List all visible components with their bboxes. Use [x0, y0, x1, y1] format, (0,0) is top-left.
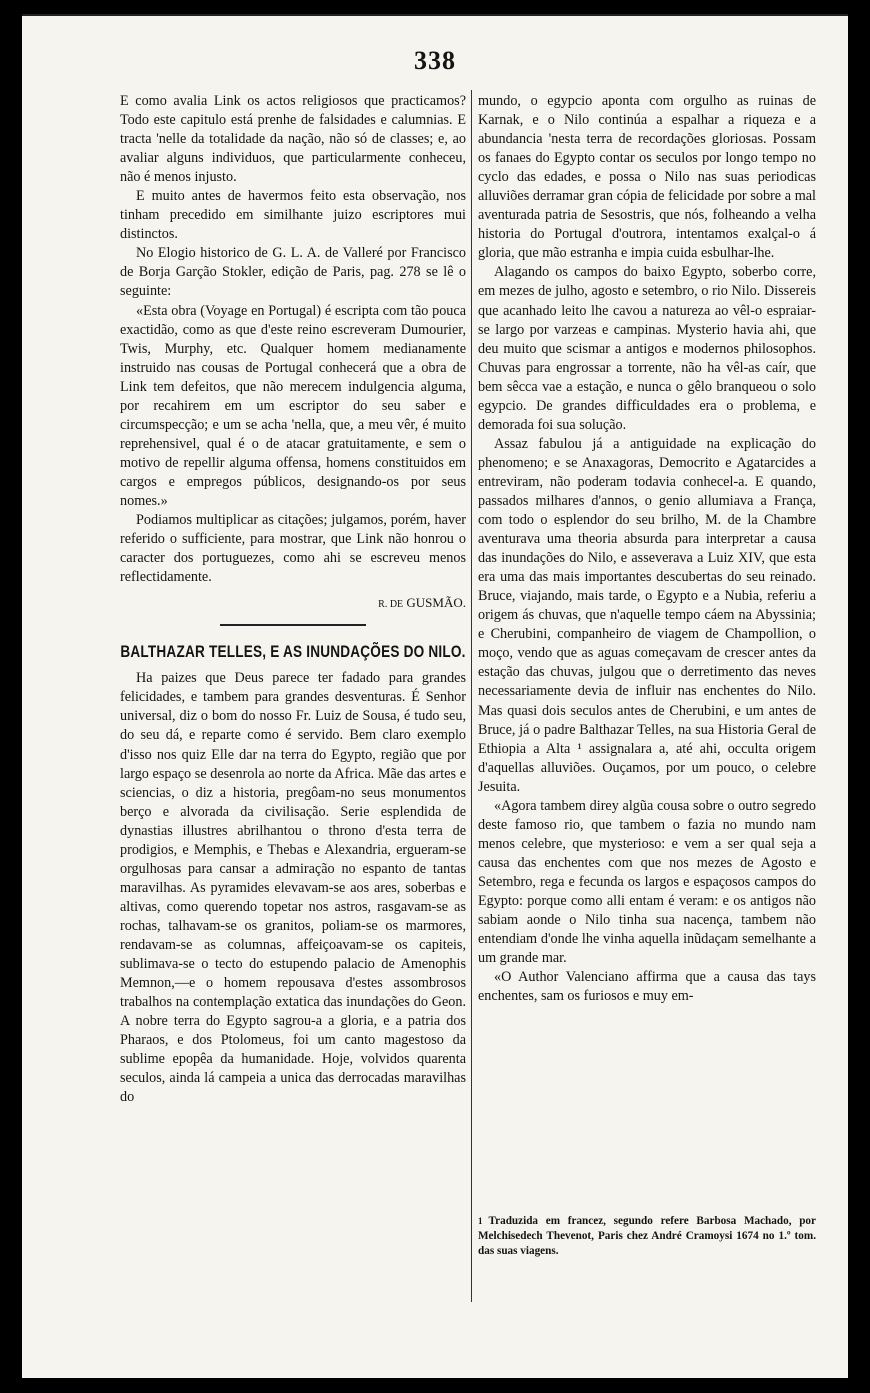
- footnote: [478, 1214, 816, 1259]
- signature: [120, 593, 466, 614]
- paragraph: Assaz fabulou já a antiguidade na explicação do phenomeno; e se Anaxagoras, Democrito e Agatarcides a entreviram, não poderam todavia conhecel-a. E quando, passados milhares d'annos, o genio allumiava a França, com todo o esplendor do seu brilho, M. de la Chambre aventurava uma theoria absurda para interpretar a causa das inundações do Nilo, e asseverava a Luiz XIV, que esta era uma das mais importantes descubertas do seu reinado. Bruce, viajando, mais tarde, o Egypto e a Nubia, referiu a origem ás chuvas, que n'aquelle tempo cáem na Abyssinia; e Cherubini, companheiro de viagem de Champollion, o moço, vendo que as aguas começavam de crescer antes da estação das chuvas, julgou que o derretimento das neves necessariamente devia de influir nas enchentes do Nilo. Mas quasi dois seculos antes de Cherubini, e um antes de Bruce, já o padre Balthazar Telles, na sua Historia Geral de Ethiopia a Alta ¹ assignalara a, até ahi, occulta origem d'aquellas alluviões. Ouçamos, por um pouco, o celebre Jesuita.: [478, 435, 816, 795]
- quotation: «Esta obra (Voyage en Portugal) é escripta com tão pouca exactidão, como as que d'este reino escreveram Dumourier, Twis, Murphy, etc. Qualquer homem medianamente instruido nas cousas de Portugal conhecerá que a obra de Link tem defeitos, que não merecem indulgencia alguma, por recahirem em um escriptor do seu saber e circumspecção; e um se acha 'nella, que, a meu vêr, é muito reprehensivel, qual é o de atacar gratuitamente, e sem o motivo de repellir alguma offensa, homens constituidos em cargos e empregos públicos, designando-os por seus nomes.»: [120, 302, 466, 509]
- quotation: «O Author Valenciano affirma que a causa das tays enchentes, sam os furiosos e muy em-: [478, 969, 816, 1005]
- column-rule: [471, 90, 472, 1302]
- paragraph: mundo, o egypcio aponta com orgulho as ruinas de Karnak, e o Nilo continúa a espalhar a riqueza e a abundancia 'nesta terra de recordações gloriosas. Possam os fanaes do Egypto contar os seculos por longo tempo no cyclo das edades, e possa o Nilo nas suas periodicas alluviões derramar gran cópia de felicidade por sobre a mal aventurada patria de Sesostris, que nós, folheando a velha historia do Portugal d'outrora, intentamos exalçal-o á gloria, que mão estranha e impia cuida esbulhar-lhe.: [478, 93, 816, 262]
- paragraph: No Elogio historico de G. L. A. de Valleré por Francisco de Borja Garção Stokler, edição de Paris, pag. 278 se lê o seguinte:: [120, 245, 466, 300]
- newspaper-page: [22, 14, 848, 1378]
- right-column: [478, 92, 816, 1294]
- paragraph: E como avalia Link os actos religiosos que practicamos? Todo este capitulo está prenhe de falsidades e calumnias. E tracta 'nelle da totalidade da nação, não só de classes; e, ao avaliar alguns individuos, que particularmente conheceu, não é menos injusto.: [120, 93, 466, 186]
- paragraph: Alagando os campos do baixo Egypto, soberbo corre, em mezes de julho, agosto e setembro, o rio Nilo. Dissereis que acanhado leito lhe cavou a natureza ao vêl-o espraiar-se largo por varzeas e campinas. Mysterio havia ahi, que deu muito que scismar a antigos e modernos philosophos. Chuvas para engrossar a torrente, não ha vêl-as caír, que bem sêcca vae a estação, e nunca o gêlo branqueou o solo egypcio. De grandes difficuldades era o problema, e demorada foi sua solução.: [478, 264, 816, 433]
- signature-name: GUSMÃO.: [406, 595, 466, 611]
- top-border: [22, 14, 848, 16]
- article-heading: BALTHAZAR TELLES, E AS INUNDAÇÕES DO NILO.: [120, 642, 466, 662]
- paragraph: E muito antes de havermos feito esta observação, nos tinham precedido em similhante juizo escriptores mui distinctos.: [120, 188, 466, 243]
- page-number: 338: [414, 46, 456, 75]
- paragraph: Ha paizes que Deus parece ter fadado para grandes felicidades, e tambem para grandes desventuras. É Senhor universal, diz o bom do nosso Fr. Luiz de Sousa, é tudo seu, do seu dá, e reparte como é servido. Bem claro exemplo d'isso nos quiz Elle dar na terra do Egypto, região que por largo espaço se desenrola ao norte da Africa. Mãe das artes e sciencias, o diz a historia, pregôam-no seus monumentos berço e alvorada da civilisação. Serie esplendida de dynastias illustres abrilhantou o throno d'esta terra de prodigios, e Memphis, e Thebas e Alexandria, ergueram-se orgulhosas para cansar a admiração no espanto de tantas maravilhas. As pyramides elevavam-se aos ares, soberbas e altivas, como querendo topetar nos astros, rasgavam-se as rochas, talhavam-se os granitos, poliam-se os marmores, rendavam-se as columnas, affeiçoavam-se os capiteis, sublimava-se o tecto do estupendo palacio de Amenophis Memnon,—e o homem repousava d'estes assombrosos trabalhos na contemplação extatica das inundações do Geon. A nobre terra do Egypto sagrou-a a gloria, e a patria dos Pharaos, e dos Ptolomeus, foi um canto magestoso da sublime epopêa da humanidade. Hoje, volvidos quarenta seculos, ainda lá campeia a unica das derrocadas maravilhas do: [120, 670, 466, 1106]
- footnote-text: Traduzida em francez, segundo refere Barbosa Machado, por Melchisedech Thevenot, Paris chez André Cramoysi 1674 no 1.º tom. das suas viagens.: [478, 1215, 816, 1257]
- paragraph: Podiamos multiplicar as citações; julgamos, porém, haver referido o sufficiente, para mostrar, que Link não honrou o caracter dos portuguezes, como ahi se escreveu menos reflectidamente.: [120, 512, 466, 586]
- section-divider: [220, 624, 366, 626]
- signature-prefix: R. DE: [378, 599, 404, 611]
- footnote-mark: 1: [478, 1216, 483, 1226]
- left-column: [120, 92, 466, 1294]
- quotation: «Agora tambem direy algũa cousa sobre o outro segredo deste famoso rio, que tambem o fazia no mundo nam menos celebre, que mysterioso: e vem a ser qual seja a causa das enchentes com que nos mezes de Agosto e Setembro, rega e fecunda os largos e espaçosos campos do Egypto: porque como alli entam é veram: e os antigos não sabiam aonde o Nilo tinha sua nacença, tambem não entendiam d'onde lhe vinha aquella inũdaçam semelhante a um grande mar.: [478, 797, 816, 967]
